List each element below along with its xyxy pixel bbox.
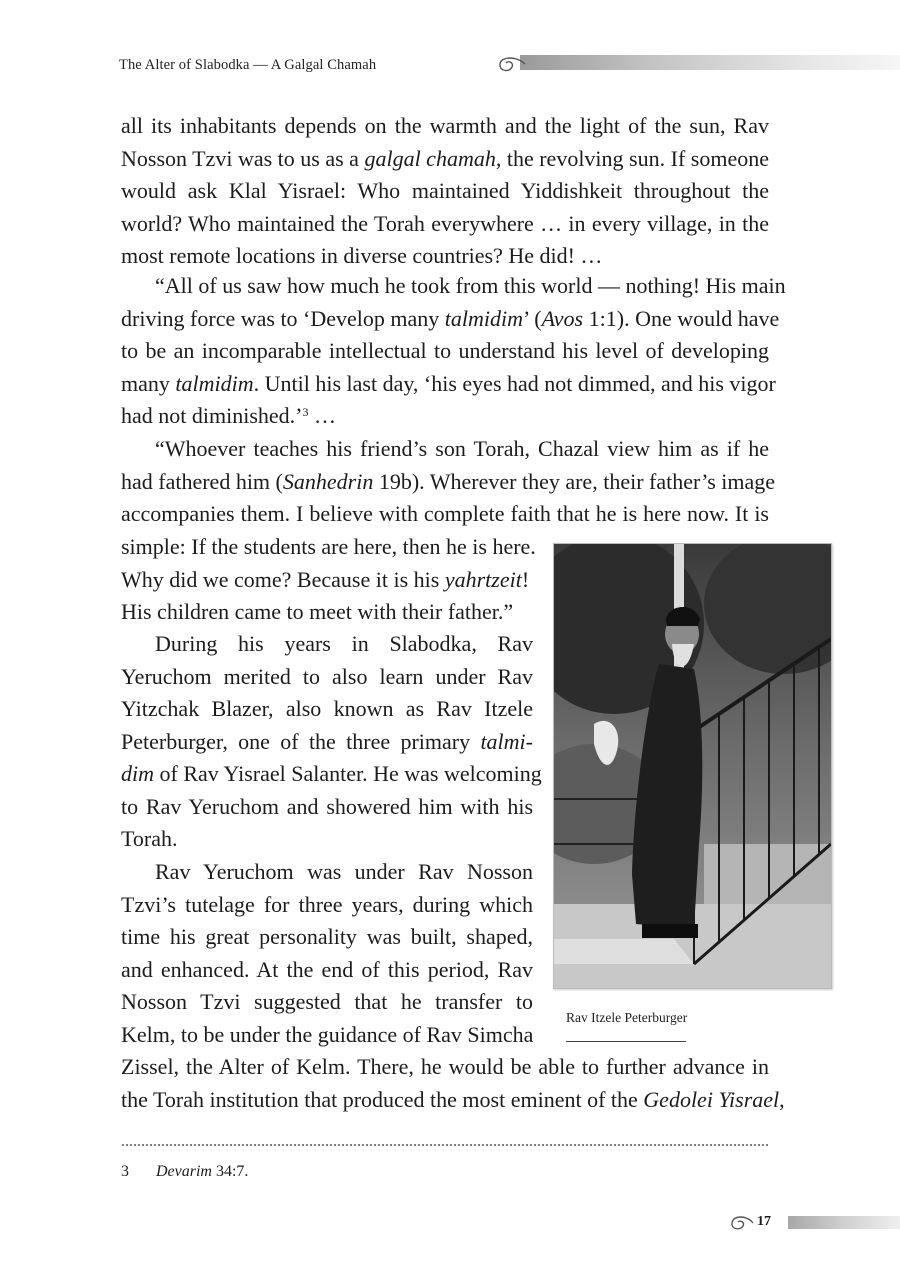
paragraph-5-continued — [121, 1051, 785, 1116]
text-line: many talmidim. Until his last day, ‘his eyes had not dimmed, and his vigor — [121, 370, 776, 396]
text-line: had not diminished.’$^3$ … — [121, 403, 336, 428]
footnote-source: Devarim — [156, 1163, 212, 1180]
italic-source: Sanhedrin — [282, 468, 374, 494]
text-line: accompanies them. I believe with complete faith that he is here now. It is — [121, 501, 769, 526]
photo-rav-itzele-peterburger — [553, 543, 832, 989]
text-line: Kelm, to be under the guidance of Rav Simcha — [121, 1021, 534, 1047]
text-line: and enhanced. At the end of this period, Rav — [121, 956, 533, 982]
caption-rule — [566, 1041, 686, 1042]
paragraph-3 — [121, 433, 776, 531]
paragraph-3-continued — [121, 531, 536, 629]
text-line: “Whoever teaches his friend’s son Torah, Chazal view him as if he — [155, 436, 769, 461]
text-line: Why did we come? Because it is his yahrtzeit! — [121, 566, 530, 592]
text-line: to Rav Yeruchom and showered him with his — [121, 793, 533, 819]
text-line: world? Who maintained the Torah everywhere … in every village, in the — [121, 210, 769, 236]
text-line: His children came to meet with their father.” — [121, 599, 514, 624]
photo-illustration — [554, 544, 831, 988]
italic-term: Gedolei Yisrael — [643, 1086, 780, 1112]
paragraph-5 — [121, 856, 533, 1051]
text-line: would ask Klal Yisrael: Who maintained Yiddishkeit throughout the — [121, 178, 769, 203]
footnote-separator — [121, 1144, 769, 1146]
footer-gradient-bar — [788, 1216, 900, 1229]
text-line: Peterburger, one of the three primary talmi- — [121, 728, 533, 754]
page-number: 17 — [757, 1214, 771, 1229]
text-line: Zissel, the Alter of Kelm. There, he would be able to further advance in — [121, 1054, 769, 1079]
text-line: simple: If the students are here, then he is here. — [121, 534, 536, 559]
text-line: time his great personality was built, shaped, — [121, 924, 533, 949]
photo-caption: Rav Itzele Peterburger — [566, 1010, 688, 1025]
text-line: During his years in Slabodka, Rav — [155, 631, 533, 656]
text-line: “All of us saw how much he took from this world — nothing! His main — [155, 273, 786, 298]
text-line: most remote locations in diverse countries? He did! … — [121, 243, 603, 268]
text-line: driving force was to ‘Develop many talmidim’ (Avos 1:1). One would have — [121, 305, 780, 331]
italic-term: yahrtzeit — [444, 566, 522, 592]
footnote-text: Devarim 34:7. — [156, 1163, 249, 1180]
text-line: to be an incomparable intellectual to understand his level of developing — [121, 338, 769, 363]
paragraph-2 — [121, 270, 786, 433]
text-line: Tzvi’s tutelage for three years, during which — [121, 891, 533, 917]
running-head-title: The Alter of Slabodka — A Galgal Chamah — [119, 57, 377, 73]
text-line: all its inhabitants depends on the warmth and the light of the sun, Rav — [121, 113, 769, 138]
text-line: had fathered him (Sanhedrin 19b). Wherever they are, their father’s image — [121, 468, 776, 494]
footnote-number: 3 — [121, 1163, 129, 1180]
footer-swirl-ornament — [727, 1210, 757, 1234]
italic-source: Avos — [541, 305, 584, 331]
italic-term: talmidim — [444, 305, 524, 331]
text-line: dim of Rav Yisrael Salanter. He was welcoming — [121, 761, 542, 786]
text-line: Torah. — [121, 826, 178, 851]
italic-term: dim — [121, 761, 154, 786]
footnote-ref[interactable]: 3 — [302, 405, 309, 419]
paragraph-1 — [121, 110, 769, 273]
italic-term: talmidim — [175, 370, 254, 396]
text-line: Yeruchom merited to also learn under Rav — [121, 663, 533, 689]
text-line: Nosson Tzvi suggested that he transfer to — [121, 989, 533, 1014]
text-line: Nosson Tzvi was to us as a galgal chamah, the revolving sun. If someone — [121, 145, 769, 171]
header-swirl-ornament — [495, 52, 535, 76]
text-line: the Torah institution that produced the most eminent of the Gedolei Yisrael, — [121, 1086, 785, 1112]
text-line: Yitzchak Blazer, also known as Rav Itzele — [121, 696, 533, 721]
text-line: Rav Yeruchom was under Rav Nosson — [155, 859, 533, 884]
header-gradient-bar — [520, 55, 900, 70]
italic-term: talmi- — [480, 728, 533, 754]
paragraph-4 — [121, 628, 542, 856]
italic-term: galgal chamah, — [364, 145, 502, 171]
